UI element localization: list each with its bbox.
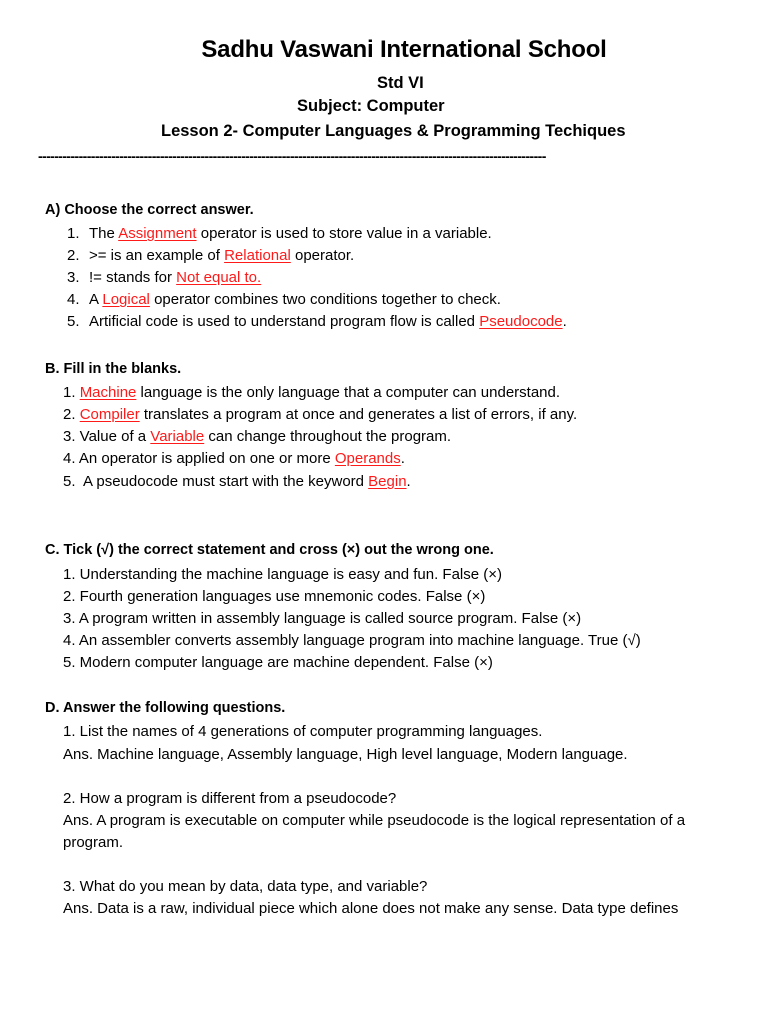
section-b-item: 5. A pseudocode must start with the keyword Begin. [63,473,411,490]
section-a-item: 5. Artificial code is used to understand program flow is called Pseudocode. [67,313,567,330]
std-label: Std VI [377,74,424,92]
school-title: Sadhu Vaswani International School [201,36,607,63]
section-d-heading: D. Answer the following questions. [45,700,286,716]
question-3: 3. What do you mean by data, data type, and variable? [63,878,428,895]
answer-2-line-1: Ans. A program is executable on computer while pseudocode is the logical representation of a [63,812,686,829]
dashed-separator: ----------------------------------------------------------------------------------------------------------------------------- [38,148,546,164]
answer-text: Logical [102,291,150,308]
section-c-item: 4. An assembler converts assembly language program into machine language. True (√) [63,632,641,649]
section-b-item: 4. An operator is applied on one or more Operands. [63,450,405,467]
answer-text: Machine [79,384,137,401]
answer-text: Begin [368,473,407,490]
section-a-item: 2. >= is an example of Relational operator. [67,247,355,264]
section-b-heading: B. Fill in the blanks. [45,361,182,377]
section-c-heading: C. Tick (√) the correct statement and cross (×) out the wrong one. [45,542,494,558]
answer-text: Compiler [79,406,140,423]
subject-label: Subject: Computer [297,97,445,115]
lesson-title: Lesson 2- Computer Languages & Programming Techiques [161,122,626,140]
answer-3-line-1: Ans. Data is a raw, individual piece which alone does not make any sense. Data type defines [63,900,679,917]
answer-2-line-2: program. [63,834,124,851]
answer-text: Relational [224,247,291,264]
answer-text: Operands [334,450,401,467]
section-a-item: 4. A Logical operator combines two conditions together to check. [67,291,501,308]
answer-text: Variable [150,428,205,445]
section-c-item: 1. Understanding the machine language is easy and fun. False (×) [63,566,503,583]
answer-1: Ans. Machine language, Assembly language, High level language, Modern language. [63,746,628,763]
question-2: 2. How a program is different from a pseudocode? [63,790,397,807]
section-a-item: 3. != stands for Not equal to. [67,269,262,286]
section-a-heading: A) Choose the correct answer. [45,202,254,218]
answer-text: Assignment [118,225,197,242]
section-b-item: 2. Compiler translates a program at once and generates a list of errors, if any. [63,406,578,423]
question-1: 1. List the names of 4 generations of computer programming languages. [63,723,543,740]
answer-text: Pseudocode [479,313,563,330]
section-c-item: 3. A program written in assembly language is called source program. False (×) [63,610,582,627]
section-b-item: 1. Machine language is the only language that a computer can understand. [63,384,561,401]
section-a-item: 1. The Assignment operator is used to store value in a variable. [67,225,492,242]
answer-text: Not equal to. [176,269,262,286]
section-b-item: 3. Value of a Variable can change throughout the program. [63,428,452,445]
section-c-item: 2. Fourth generation languages use mnemonic codes. False (×) [63,588,486,605]
section-c-item: 5. Modern computer language are machine dependent. False (×) [63,654,493,671]
